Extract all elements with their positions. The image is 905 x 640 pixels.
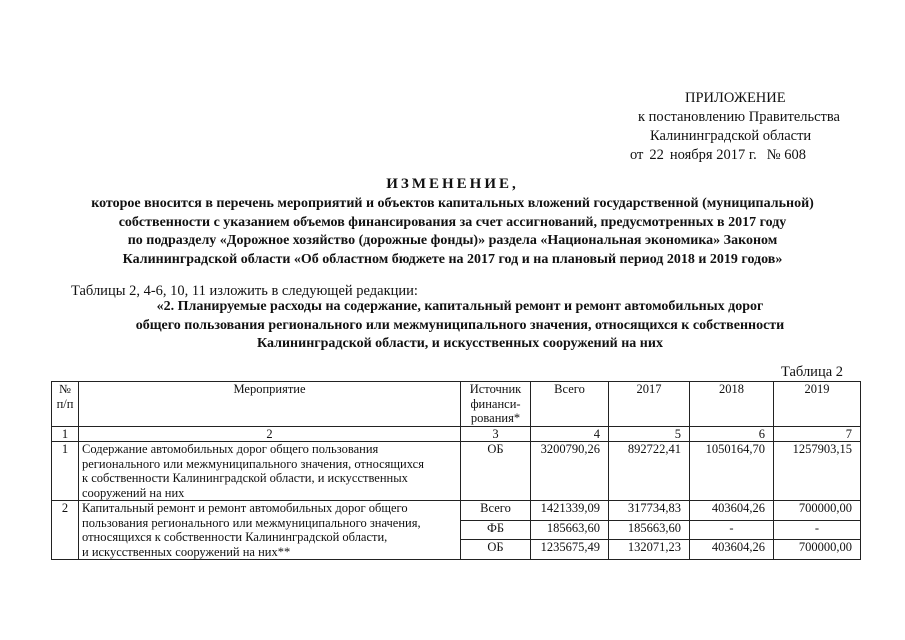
row-source: ФБ: [461, 520, 531, 540]
row-2018: 403604,26: [690, 540, 774, 560]
header-num-line: п/п: [56, 396, 74, 411]
appendix-line-3: Калининградской области: [650, 128, 812, 144]
table-header-row: [52, 382, 861, 427]
row-total: 185663,60: [531, 520, 609, 540]
appendix-number: № 608: [766, 147, 807, 163]
index-cell: 2: [79, 426, 461, 442]
header-total: Всего: [531, 382, 609, 427]
appendix-date-prefix: от: [630, 147, 644, 163]
header-source-line: Источник: [469, 382, 522, 396]
row-2018: 1050164,70: [690, 442, 774, 501]
row-source: ОБ: [461, 540, 531, 560]
section-title-line: общего пользования регионального или межмуниципального значения, относящихся к собственности: [135, 317, 785, 333]
row-2017: 132071,23: [609, 540, 690, 560]
table-row: [52, 442, 861, 501]
row-2018: -: [690, 520, 774, 540]
row-2017: 185663,60: [609, 520, 690, 540]
index-cell: 1: [52, 426, 79, 442]
row-2019: 700000,00: [774, 501, 861, 521]
row-description: [79, 442, 461, 501]
row-description-line: регионального или межмуниципального значения, относящихся: [82, 456, 424, 471]
subtitle-line: которое вносится в перечень мероприятий и объектов капитальных вложений государственной (муниципальной): [91, 196, 814, 211]
index-cell: 6: [690, 426, 774, 442]
row-2019: -: [774, 520, 861, 540]
instruction-text: Таблицы 2, 4-6, 10, 11 изложить в следующей редакции:: [71, 283, 418, 299]
appendix-date-month-year: ноября 2017 г.: [669, 147, 757, 163]
subtitle-line: собственности с указанием объемов финансирования за счет ассигнований, предусмотренных в 2017 году: [118, 214, 787, 230]
table-index-row: [52, 426, 861, 442]
appendix-date-day: 22: [649, 147, 664, 163]
appendix-date-line: [630, 146, 880, 165]
table-row: [52, 501, 861, 521]
header-2018: 2018: [690, 382, 774, 427]
row-total: 1235675,49: [531, 540, 609, 560]
row-source: ОБ: [461, 442, 531, 501]
row-description-line: к собственности Калининградской области, и искусственных: [82, 471, 408, 485]
subtitle-line: по подразделу «Дорожное хозяйство (дорожные фонды)» раздела «Национальная экономика» Законом: [127, 233, 778, 248]
row-description-line: пользования регионального или межмуниципального значения,: [82, 515, 421, 530]
row-total: 3200790,26: [531, 442, 609, 501]
header-source: [461, 382, 531, 427]
section-title-line: «2. Планируемые расходы на содержание, капитальный ремонт и ремонт автомобильных дорог: [156, 299, 764, 314]
header-num: [52, 382, 79, 427]
header-event: Мероприятие: [79, 382, 461, 427]
row-total: 1421339,09: [531, 501, 609, 521]
row-description-line: и искусственных сооружений на них**: [82, 544, 291, 559]
row-2017: 317734,83: [609, 501, 690, 521]
appendix-line-2: к постановлению Правительства: [638, 109, 840, 125]
row-description-line: Содержание автомобильных дорог общего пользования: [82, 442, 379, 456]
expenses-table: [51, 381, 861, 560]
row-num: 1: [52, 442, 79, 501]
header-num-line: №: [59, 382, 71, 396]
appendix-block: [630, 89, 880, 165]
section-title-line: Калининградской области, и искусственных сооружений на них: [257, 336, 663, 351]
row-2017: 892722,41: [609, 442, 690, 501]
row-2019: 700000,00: [774, 540, 861, 560]
row-description-line: сооружений на них: [82, 485, 185, 500]
table-caption: Таблица 2: [781, 364, 844, 380]
index-cell: 5: [609, 426, 690, 442]
document-subtitle: [40, 195, 865, 269]
appendix-title: ПРИЛОЖЕНИЕ: [685, 90, 786, 106]
row-source: Всего: [461, 501, 531, 521]
header-2019: 2019: [774, 382, 861, 427]
index-cell: 7: [774, 426, 861, 442]
subtitle-line: Калининградской области «Об областном бюджете на 2017 год и на плановый период 2018 и 2019 годов»: [122, 251, 783, 267]
index-cell: 4: [531, 426, 609, 442]
row-2018: 403604,26: [690, 501, 774, 521]
header-source-line: рования*: [470, 411, 521, 425]
row-description-line: Капитальный ремонт и ремонт автомобильных дорог общего: [82, 501, 408, 515]
index-cell: 3: [461, 426, 531, 442]
document-title: ИЗМЕНЕНИЕ,: [386, 176, 519, 192]
row-description: [79, 501, 461, 560]
row-description-line: относящихся к собственности Калининградской области,: [82, 530, 388, 544]
row-num: 2: [52, 501, 79, 560]
header-2017: 2017: [609, 382, 690, 427]
header-source-line: финанси-: [470, 396, 521, 411]
section-title: [60, 298, 860, 354]
row-2019: 1257903,15: [774, 442, 861, 501]
